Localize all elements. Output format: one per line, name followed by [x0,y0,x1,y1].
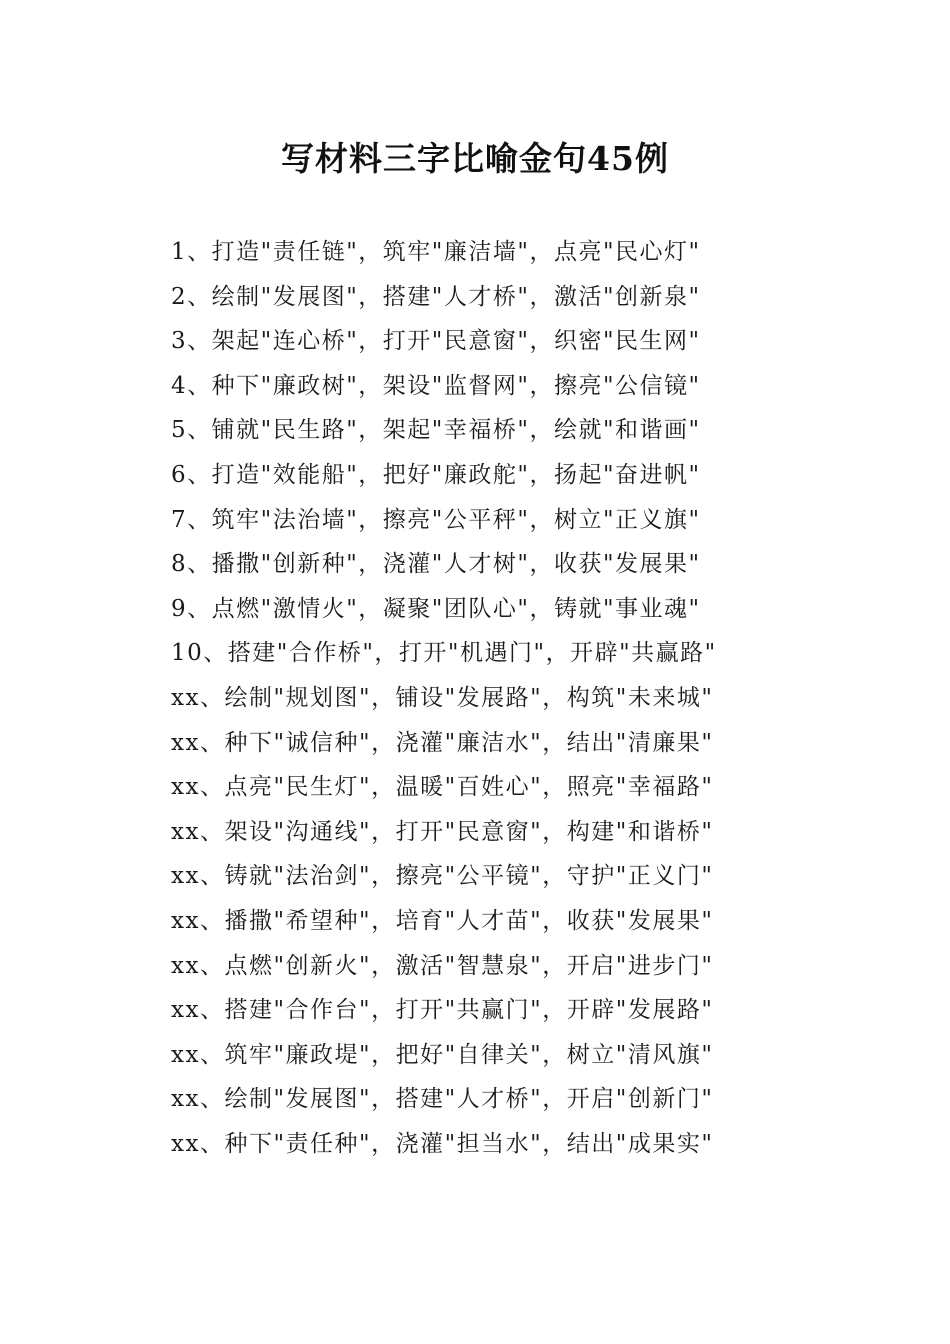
document-title: 写材料三字比喻金句45例 [281,139,669,178]
list-item: 9、点燃"激情火"，凝聚"团队心"，铸就"事业魂" [171,595,701,622]
list-item: xx、点亮"民生灯"，温暖"百姓心"，照亮"幸福路" [171,774,714,801]
sentence-list [171,230,871,1166]
list-item: xx、点燃"创新火"，激活"智慧泉"，开启"进步门" [171,952,714,979]
list-item: 8、播撒"创新种"，浇灌"人才树"，收获"发展果" [171,551,701,578]
list-item: 1、打造"责任链"，筑牢"廉洁墙"，点亮"民心灯" [171,239,701,265]
list-item: 4、种下"廉政树"，架设"监督网"，擦亮"公信镜" [171,372,701,399]
list-item: 3、架起"连心桥"，打开"民意窗"，织密"民生网" [171,328,701,355]
list-item: xx、种下"责任种"，浇灌"担当水"，结出"成果实" [171,1130,714,1157]
list-item: xx、绘制"发展图"，搭建"人才桥"，开启"创新门" [171,1086,714,1113]
list-item: xx、绘制"规划图"，铺设"发展路"，构筑"未来城" [171,684,714,711]
list-item: xx、筑牢"廉政堤"，把好"自律关"，树立"清风旗" [171,1041,714,1068]
list-item: xx、搭建"合作台"，打开"共赢门"，开辟"发展路" [171,997,714,1024]
list-item: 2、绘制"发展图"，搭建"人才桥"，激活"创新泉" [171,283,701,310]
list-item: xx、架设"沟通线"，打开"民意窗"，构建"和谐桥" [171,818,714,845]
list-item: xx、种下"诚信种"，浇灌"廉洁水"，结出"清廉果" [171,729,714,756]
list-item: xx、播撒"希望种"，培育"人才苗"，收获"发展果" [171,907,714,934]
list-item: 5、铺就"民生路"，架起"幸福桥"，绘就"和谐画" [171,417,701,444]
list-item: xx、铸就"法治剑"，擦亮"公平镜"，守护"正义门" [171,863,714,890]
list-item: 10、搭建"合作桥"，打开"机遇门"，开辟"共赢路" [171,640,717,667]
list-item: 7、筑牢"法治墙"，擦亮"公平秤"，树立"正义旗" [171,506,701,533]
list-item: 6、打造"效能船"，把好"廉政舵"，扬起"奋进帆" [171,461,701,488]
